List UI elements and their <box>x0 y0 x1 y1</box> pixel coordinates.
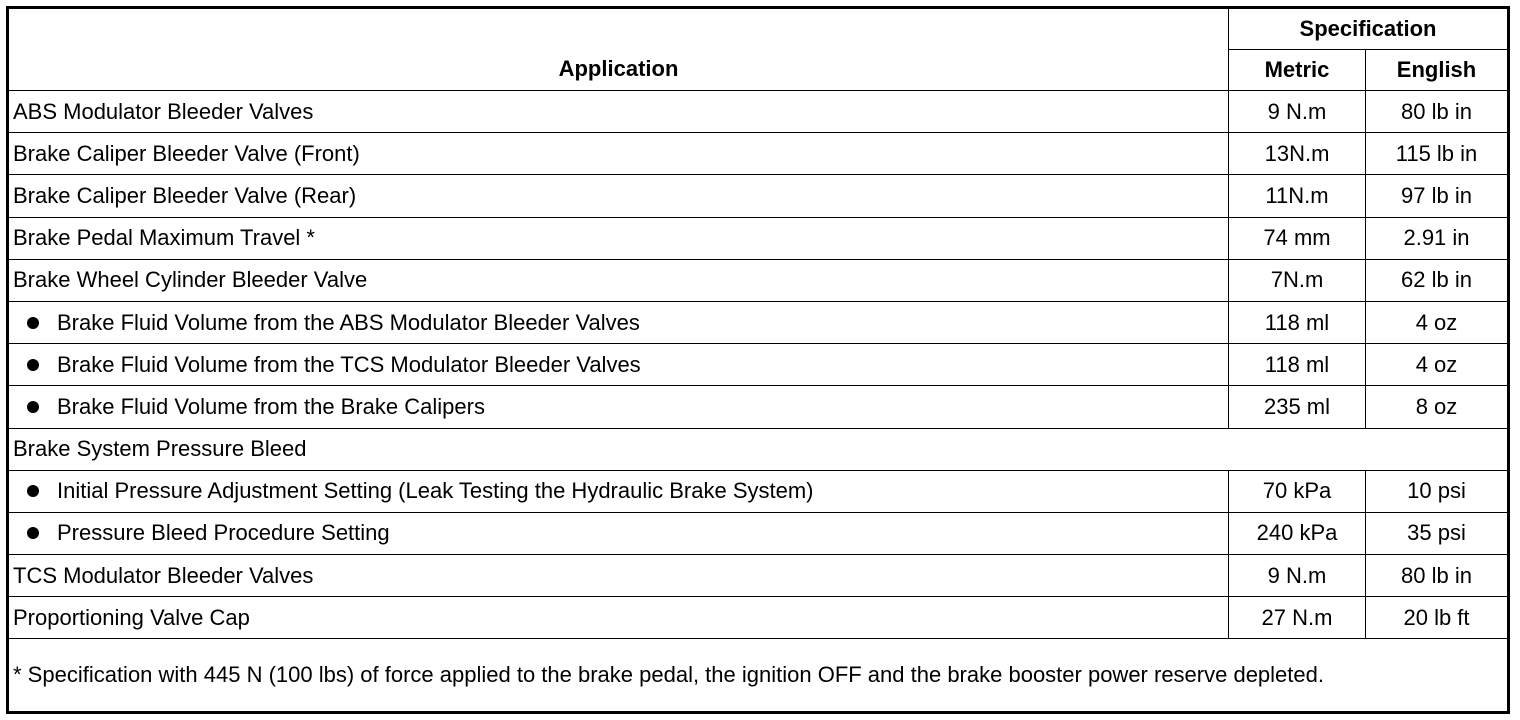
table-row <box>8 470 1509 512</box>
row-metric: 240 kPa <box>1229 512 1366 554</box>
table-row <box>8 133 1509 175</box>
row-label-cell <box>8 386 1229 428</box>
row-label: Initial Pressure Adjustment Setting (Leak Testing the Hydraulic Brake System) <box>57 478 814 504</box>
row-metric: 74 mm <box>1229 217 1366 259</box>
application-header: Application <box>8 8 1229 91</box>
bullet-icon <box>27 485 39 497</box>
table-row <box>8 597 1509 639</box>
row-metric: 11N.m <box>1229 175 1366 217</box>
row-english: 35 psi <box>1366 512 1509 554</box>
row-label: Pressure Bleed Procedure Setting <box>57 520 390 546</box>
row-label-cell <box>8 470 1229 512</box>
row-english: 4 oz <box>1366 344 1509 386</box>
table-row-section <box>8 428 1509 470</box>
english-header: English <box>1366 50 1509 91</box>
row-label: Brake Fluid Volume from the Brake Calipers <box>57 393 485 419</box>
row-label-cell <box>8 512 1229 554</box>
row-label: Brake System Pressure Bleed <box>8 428 1509 470</box>
footnote: * Specification with 445 N (100 lbs) of force applied to the brake pedal, the ignition OFF and the brake booster power reserve depleted. <box>8 639 1509 713</box>
table-row <box>8 555 1509 597</box>
row-metric: 118 ml <box>1229 301 1366 343</box>
bullet-icon <box>27 527 39 539</box>
row-metric: 70 kPa <box>1229 470 1366 512</box>
row-english: 8 oz <box>1366 386 1509 428</box>
row-label: TCS Modulator Bleeder Valves <box>8 555 1229 597</box>
row-english: 80 lb in <box>1366 555 1509 597</box>
row-metric: 9 N.m <box>1229 91 1366 133</box>
row-metric: 13N.m <box>1229 133 1366 175</box>
row-metric: 27 N.m <box>1229 597 1366 639</box>
table-row <box>8 91 1509 133</box>
table-row <box>8 386 1509 428</box>
row-english: 20 lb ft <box>1366 597 1509 639</box>
bullet-icon <box>27 359 39 371</box>
header-row-top <box>8 8 1509 50</box>
row-english: 2.91 in <box>1366 217 1509 259</box>
row-english: 62 lb in <box>1366 259 1509 301</box>
row-label-cell <box>8 344 1229 386</box>
row-label: Brake Wheel Cylinder Bleeder Valve <box>8 259 1229 301</box>
row-label: Brake Caliper Bleeder Valve (Rear) <box>8 175 1229 217</box>
row-english: 115 lb in <box>1366 133 1509 175</box>
metric-header: Metric <box>1229 50 1366 91</box>
table-row <box>8 259 1509 301</box>
specification-header: Specification <box>1229 8 1509 50</box>
row-label: Brake Pedal Maximum Travel * <box>8 217 1229 259</box>
row-label: Proportioning Valve Cap <box>8 597 1229 639</box>
bullet-icon <box>27 317 39 329</box>
table-row <box>8 344 1509 386</box>
row-label: Brake Fluid Volume from the TCS Modulator Bleeder Valves <box>57 351 641 377</box>
table-row <box>8 512 1509 554</box>
row-english: 80 lb in <box>1366 91 1509 133</box>
row-english: 10 psi <box>1366 470 1509 512</box>
bullet-icon <box>27 401 39 413</box>
table-row <box>8 301 1509 343</box>
spec-table-container <box>6 6 1507 714</box>
row-metric: 235 ml <box>1229 386 1366 428</box>
footnote-row <box>8 639 1509 713</box>
specification-table <box>6 6 1510 714</box>
table-row <box>8 217 1509 259</box>
row-label-cell <box>8 301 1229 343</box>
row-english: 97 lb in <box>1366 175 1509 217</box>
row-label: ABS Modulator Bleeder Valves <box>8 91 1229 133</box>
row-metric: 9 N.m <box>1229 555 1366 597</box>
row-metric: 118 ml <box>1229 344 1366 386</box>
row-english: 4 oz <box>1366 301 1509 343</box>
row-label: Brake Caliper Bleeder Valve (Front) <box>8 133 1229 175</box>
row-label: Brake Fluid Volume from the ABS Modulator Bleeder Valves <box>57 309 640 335</box>
row-metric: 7N.m <box>1229 259 1366 301</box>
table-row <box>8 175 1509 217</box>
